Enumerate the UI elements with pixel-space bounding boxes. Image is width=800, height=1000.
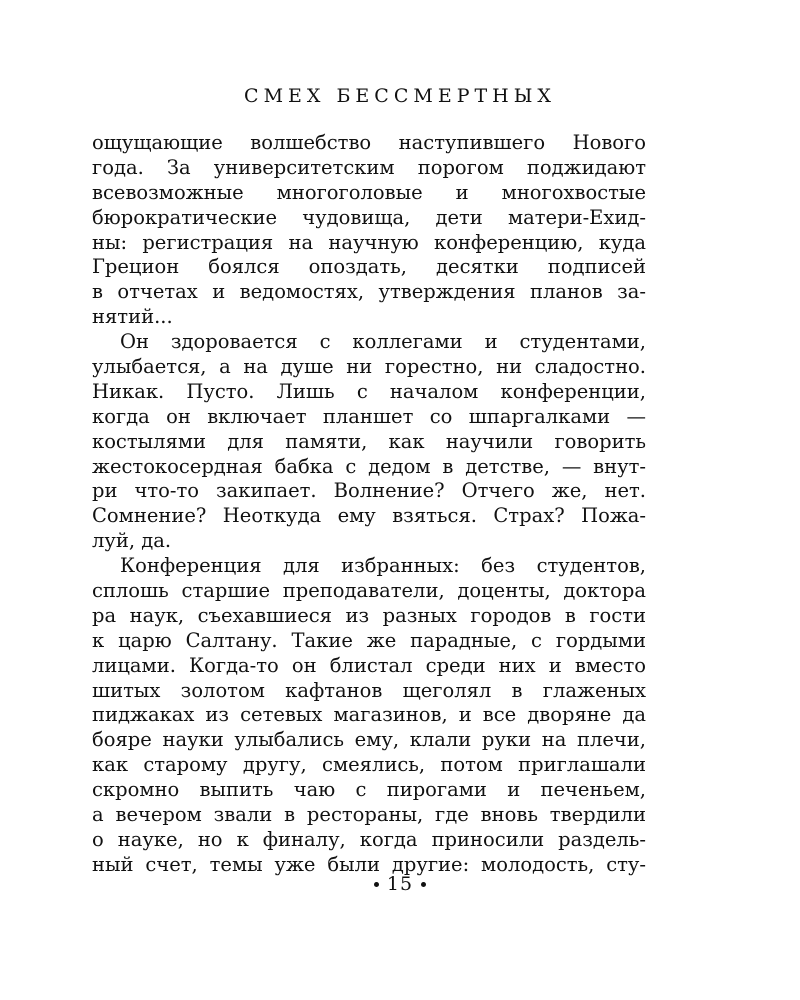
text-line: скромно выпить чаю с пирогами и печеньем, xyxy=(92,778,646,802)
text-line: ощущающие волшебство наступившего Нового xyxy=(92,131,646,154)
text-line: Сомнение? Неоткуда ему взяться. Страх? Пожа- xyxy=(92,504,646,528)
text-line: ра наук, съехавшиеся из разных городов в гости xyxy=(92,603,646,627)
text-line: бояре науки улыбались ему, клали руки на плечи, xyxy=(92,728,646,752)
text-line: года. За университетским порогом поджидают xyxy=(92,155,646,179)
paragraph-start-line: Он здоровается с коллегами и студентами, xyxy=(120,330,646,354)
text-line: как старому другу, смеялись, потом приглашали xyxy=(92,753,646,777)
text-line: к царю Салтану. Такие же парадные, с гордыми xyxy=(92,628,646,652)
text-line: ны: регистрация на научную конференцию, куда xyxy=(92,230,646,254)
text-line: в отчетах и ведомостях, утверждения планов за- xyxy=(92,280,646,304)
text-line: шитых золотом кафтанов щеголял в глаженых xyxy=(92,678,646,702)
text-line: луй, да. xyxy=(92,529,172,553)
text-line: пиджаках из сетевых магазинов, и все дворяне да xyxy=(92,703,646,727)
bullet-ornament xyxy=(374,882,379,887)
page-number-footer xyxy=(0,872,800,896)
text-line: ри что-то закипает. Волнение? Отчего же, нет. xyxy=(92,479,646,503)
bullet-ornament xyxy=(421,882,426,887)
text-line: о науке, но к финалу, когда приносили раздель- xyxy=(92,827,646,851)
text-line: улыбается, а на душе ни горестно, ни сладостно. xyxy=(92,355,646,379)
paragraph-start-line: Конференция для избранных: без студентов, xyxy=(120,554,646,578)
text-line: нятий... xyxy=(92,305,173,329)
running-title: СМЕХ БЕССМЕРТНЫХ xyxy=(244,85,556,107)
text-line: всевозможные многоголовые и многохвостые xyxy=(92,180,646,204)
text-line: сплошь старшие преподаватели, доценты, доктора xyxy=(92,579,646,603)
text-line: а вечером звали в рестораны, где вновь твердили xyxy=(92,803,646,827)
page-number: 15 xyxy=(386,873,414,895)
text-line: ный счет, темы уже были другие: молодость, сту- xyxy=(92,852,646,876)
text-line: Никак. Пусто. Лишь с началом конференции, xyxy=(92,379,646,403)
text-line: жестокосердная бабка с дедом в детстве, — внут- xyxy=(92,454,646,478)
text-line: Грецион боялся опоздать, десятки подписей xyxy=(92,255,646,279)
text-line: лицами. Когда-то он блистал среди них и вместо xyxy=(92,653,646,677)
body-text xyxy=(92,131,646,878)
text-line: бюрократические чудовища, дети матери-Ехид- xyxy=(92,205,646,229)
text-line: костылями для памяти, как научили говорить xyxy=(92,429,646,453)
text-line: когда он включает планшет со шпаргалками — xyxy=(92,404,646,428)
